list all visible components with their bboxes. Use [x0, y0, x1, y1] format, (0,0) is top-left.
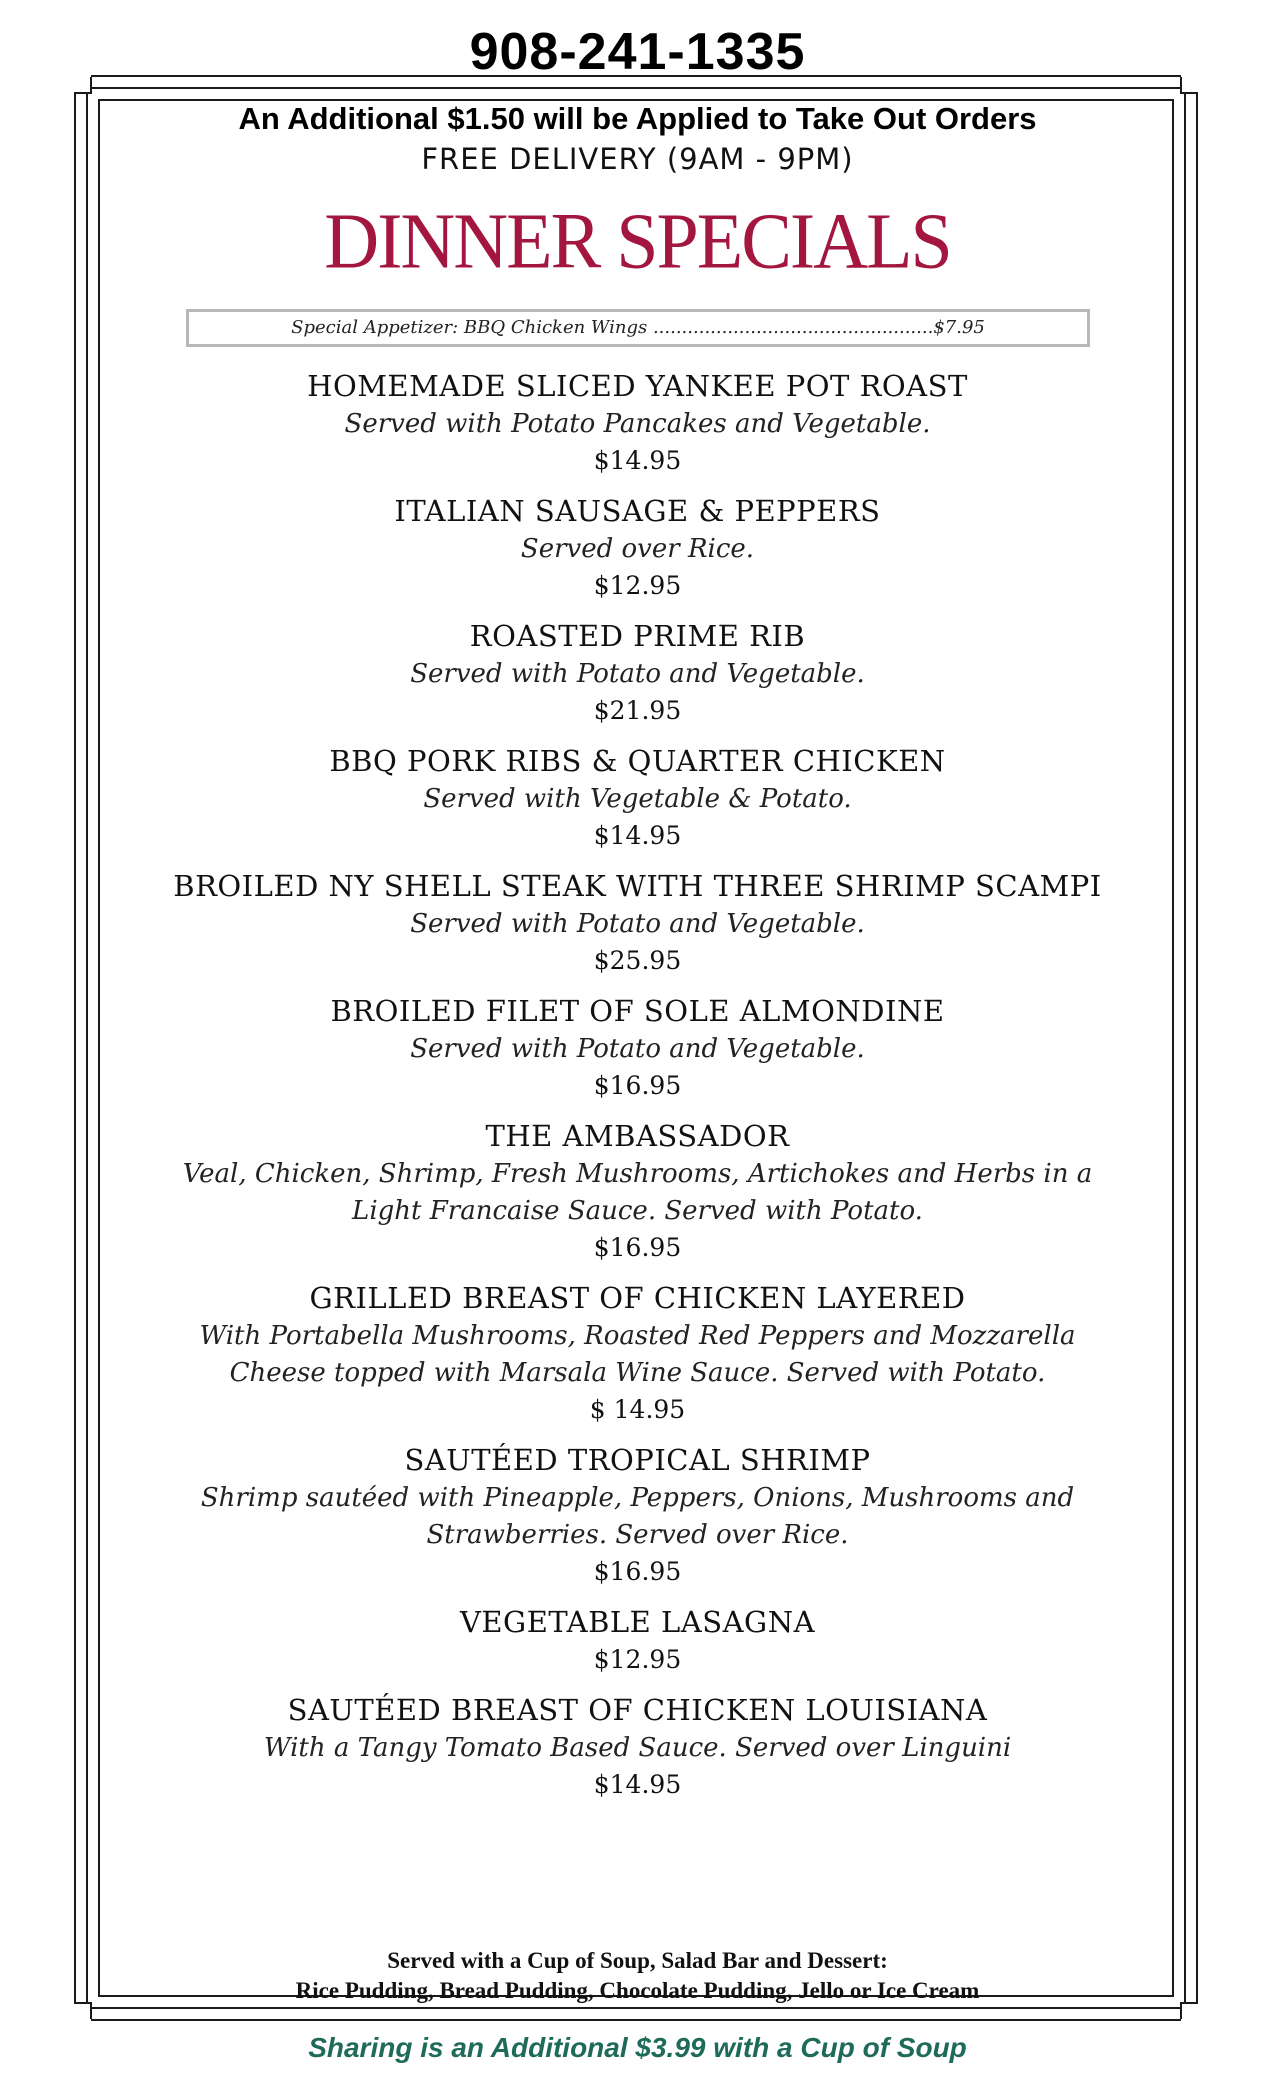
menu-item-description: With a Tangy Tomato Based Sauce. Served over Linguini	[263, 1733, 1012, 1763]
menu-item-description: Strawberries. Served over Rice.	[426, 1520, 849, 1550]
menu-item-name: VEGETABLE LASAGNA	[459, 1605, 816, 1639]
menu-item-price: $21.95	[593, 696, 682, 725]
menu-item	[0, 1116, 1275, 1265]
menu-item-price: $16.95	[593, 1233, 682, 1262]
takeout-notice: An Additional $1.50 will be Applied to Take Out Orders	[238, 101, 1037, 136]
frame-corner-notch	[1181, 2004, 1199, 2022]
menu-item	[0, 1440, 1275, 1589]
menu-item-description: Shrimp sautéed with Pineapple, Peppers, Onions, Mushrooms and	[200, 1483, 1075, 1513]
menu-item-name: BROILED FILET OF SOLE ALMONDINE	[330, 994, 945, 1028]
special-appetizer-box	[186, 309, 1090, 347]
menu-item-description: Served with Potato and Vegetable.	[410, 1034, 865, 1064]
menu-item-price: $14.95	[593, 446, 682, 475]
menu-item-description: Served over Rice.	[520, 534, 755, 564]
menu-item-price: $12.95	[593, 1645, 682, 1674]
menu-item-description: Served with Vegetable & Potato.	[423, 784, 852, 814]
menu-item-name: HOMEMADE SLICED YANKEE POT ROAST	[307, 369, 968, 403]
menu-item-description: Light Francaise Sauce. Served with Potato.	[352, 1196, 923, 1226]
menu-item	[0, 1278, 1275, 1427]
included-with-dinner	[0, 1946, 1275, 2006]
menu-item-description: Veal, Chicken, Shrimp, Fresh Mushrooms, Artichokes and Herbs in a	[182, 1159, 1093, 1189]
menu-item-description: Served with Potato Pancakes and Vegetable.	[344, 409, 931, 439]
menu-item-description: With Portabella Mushrooms, Roasted Red Peppers and Mozzarella	[199, 1321, 1076, 1351]
delivery-notice: FREE DELIVERY (9AM - 9PM)	[421, 142, 854, 176]
menu-item-name: BROILED NY SHELL STEAK WITH THREE SHRIMP SCAMPI	[173, 869, 1102, 903]
menu-item	[0, 866, 1275, 978]
menu-item-price: $25.95	[593, 946, 682, 975]
footer-line-2: Rice Pudding, Bread Pudding, Chocolate Pudding, Jello or Ice Cream	[295, 1978, 980, 2003]
page-title: DINNER SPECIALS	[324, 196, 951, 286]
menu-item-price: $12.95	[593, 571, 682, 600]
sharing-notice: Sharing is an Additional $3.99 with a Cup of Soup	[308, 2032, 967, 2063]
menu-item-price: $ 14.95	[589, 1395, 686, 1424]
menu-item-name: BBQ PORK RIBS & QUARTER CHICKEN	[329, 744, 946, 778]
menu-item-name: ROASTED PRIME RIB	[469, 619, 806, 653]
phone-number: 908-241-1335	[469, 23, 806, 81]
appetizer-leader-dots: .................................................	[652, 317, 934, 338]
appetizer-price: $7.95	[933, 317, 985, 338]
menu-item-description: Served with Potato and Vegetable.	[410, 659, 865, 689]
menu-item	[0, 1602, 1275, 1677]
menu-item	[0, 616, 1275, 728]
menu-item	[0, 1690, 1275, 1802]
menu-item	[0, 491, 1275, 603]
frame-corner-notch	[73, 2004, 91, 2022]
menu-item-price: $16.95	[593, 1557, 682, 1586]
menu-item-name: SAUTÉED BREAST OF CHICKEN LOUISIANA	[287, 1693, 988, 1727]
menu-item-name: GRILLED BREAST OF CHICKEN LAYERED	[309, 1281, 966, 1315]
appetizer-label: Special Appetizer: BBQ Chicken Wings	[291, 317, 648, 338]
menu-item-price: $16.95	[593, 1071, 682, 1100]
menu-item	[0, 366, 1275, 478]
menu-item-price: $14.95	[593, 1770, 682, 1799]
menu-item-price: $14.95	[593, 821, 682, 850]
footer-line-1: Served with a Cup of Soup, Salad Bar and Dessert:	[387, 1948, 888, 1973]
menu-items-list	[0, 366, 1275, 1802]
menu-item-name: SAUTÉED TROPICAL SHRIMP	[404, 1443, 871, 1477]
menu-item-name: ITALIAN SAUSAGE & PEPPERS	[394, 494, 881, 528]
menu-item-description: Cheese topped with Marsala Wine Sauce. Served with Potato.	[229, 1358, 1046, 1388]
menu-item-description: Served with Potato and Vegetable.	[410, 909, 865, 939]
menu-item-name: THE AMBASSADOR	[485, 1119, 790, 1153]
menu-item	[0, 991, 1275, 1103]
menu-item	[0, 741, 1275, 853]
